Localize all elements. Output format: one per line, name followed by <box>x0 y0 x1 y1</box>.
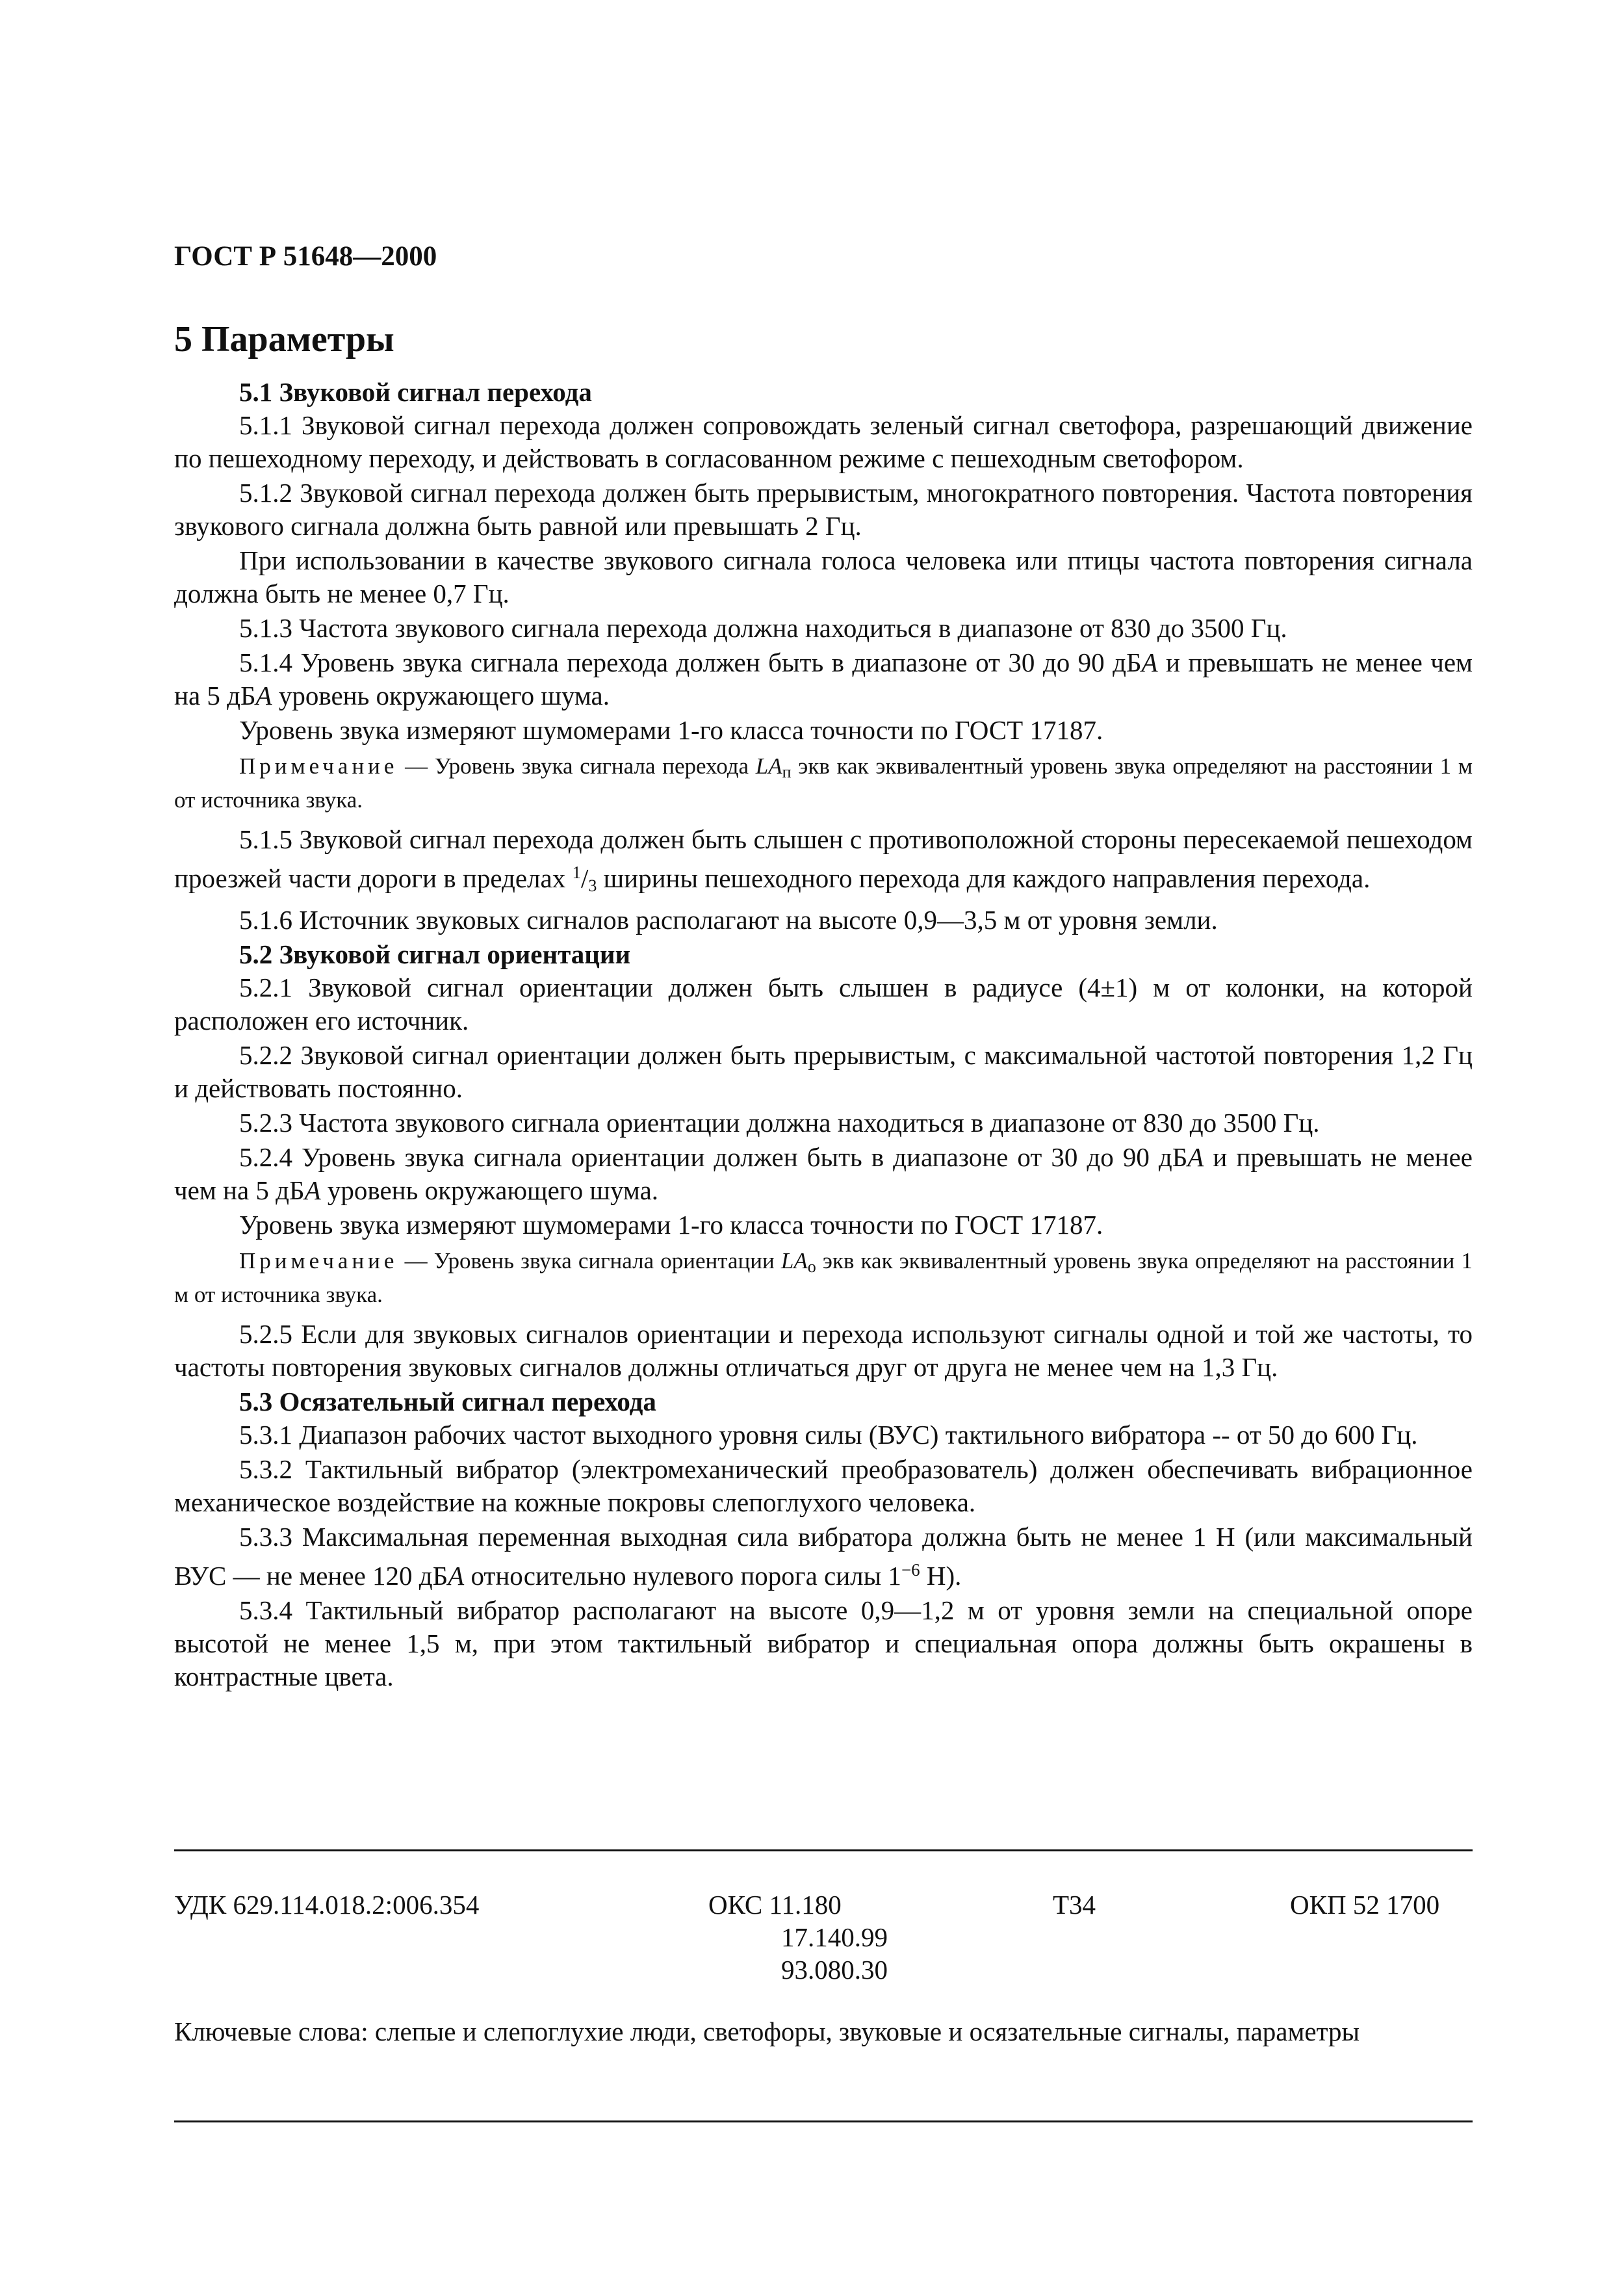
okp-code: ОКП 52 1700 <box>1290 1890 1440 1920</box>
section-title: 5 Параметры <box>174 319 394 359</box>
oks-codes <box>708 1888 888 1986</box>
paragraph-5-1-1: 5.1.1 Звуковой сигнал перехода должен сопровождать зеленый сигнал светофора, разрешающий движение по пешеходному переходу, и действовать в согласованном режиме с пешеходным светофором. <box>174 410 1473 473</box>
subsection-heading-5-2: 5.2 Звуковой сигнал ориентации <box>239 939 631 969</box>
subsection-heading-5-3: 5.3 Осязательный сигнал перехода <box>239 1387 656 1416</box>
paragraph-5-2-2: 5.2.2 Звуковой сигнал ориентации должен быть прерывистым, с максимальной частотой повторения 1,2 Гц и действовать постоянно. <box>174 1040 1473 1103</box>
paragraph-5-3-3: 5.3.3 Максимальная переменная выходная сила вибратора должна быть не менее 1 Н (или максимальный ВУС — не менее 120 дБA относительно нулевого порога силы $1^{-6}$ Н). <box>174 1522 1473 1591</box>
paragraph-5-2-1: 5.2.1 Звуковой сигнал ориентации должен быть слышен в радиусе (4±1) м от колонки, на которой расположен его источник. <box>174 972 1473 1036</box>
note-1: Примечание — Уровень звука сигнала перехода $LA_п$ экв как эквивалентный уровень звука определяют на расстоянии 1 м от источника звука. <box>174 753 1473 813</box>
paragraph-5-1-3: 5.1.3 Частота звукового сигнала перехода должна находиться в диапазоне от 830 до 3500 Гц. <box>239 613 1287 643</box>
paragraph-5-2-5: 5.2.5 Если для звуковых сигналов ориентации и перехода используют сигналы одной и той же частоты, то частоты повторения звуковых сигналов должны отличаться друг от друга не менее чем на 1,3 Гц. <box>174 1319 1473 1382</box>
t-code: Т34 <box>1053 1890 1096 1920</box>
keywords: Ключевые слова: слепые и слепоглухие люди, светофоры, звуковые и осязательные сигналы, параметры <box>174 2016 1360 2046</box>
udk-code: УДК 629.114.018.2:006.354 <box>174 1890 480 1920</box>
oks-code: 93.080.30 <box>781 1955 888 1985</box>
footer-divider-top <box>174 1849 1473 1851</box>
paragraph-5-1-2-voice: При использовании в качестве звукового сигнала голоса человека или птицы частота повторения сигнала должна быть не менее 0,7 Гц. <box>174 545 1473 608</box>
paragraph-5-3-4: 5.3.4 Тактильный вибратор располагают на высоте 0,9—1,2 м от уровня земли на специальной опоре высотой не менее 1,5 м, при этом тактильный вибратор и специальная опора должны быть окрашены в контрастные цвета. <box>174 1595 1473 1691</box>
paragraph-5-2-3: 5.2.3 Частота звукового сигнала ориентации должна находиться в диапазоне от 830 до 3500 Гц. <box>239 1108 1320 1138</box>
paragraph-5-3-1: 5.3.1 Диапазон рабочих частот выходного уровня силы (ВУС) тактильного вибратора -- от 50 до 600 Гц. <box>239 1420 1418 1450</box>
paragraph-5-1-2: 5.1.2 Звуковой сигнал перехода должен быть прерывистым, многократного повторения. Частота повторения звукового сигнала должна быть равной или превышать 2 Гц. <box>174 478 1473 541</box>
document-body <box>174 319 1473 1695</box>
oks-code: 17.140.99 <box>781 1922 888 1952</box>
footer-divider-bottom <box>174 2120 1473 2122</box>
paragraph-5-2-4-measure: Уровень звука измеряют шумомерами 1-го класса точности по ГОСТ 17187. <box>239 1210 1103 1240</box>
oks-code: ОКС 11.180 <box>708 1890 842 1920</box>
paragraph-5-1-4: 5.1.4 Уровень звука сигнала перехода должен быть в диапазоне от 30 до 90 дБA и превышать не менее чем на 5 дБA уровень окружающего шума. <box>174 647 1473 711</box>
paragraph-5-1-6: 5.1.6 Источник звуковых сигналов располагают на высоте 0,9—3,5 м от уровня земли. <box>239 905 1218 935</box>
document-code: ГОСТ Р 51648—2000 <box>174 241 437 272</box>
paragraph-5-2-4: 5.2.4 Уровень звука сигнала ориентации должен быть в диапазоне от 30 до 90 дБA и превышать не менее чем на 5 дБA уровень окружающего шума. <box>174 1142 1473 1205</box>
paragraph-5-3-2: 5.3.2 Тактильный вибратор (электромеханический преобразователь) должен обеспечивать вибрационное механическое воздействие на кожные покровы слепоглухого человека. <box>174 1454 1473 1517</box>
note-2: Примечание — Уровень звука сигнала ориентации $LA_о$ экв как эквивалентный уровень звука определяют на расстоянии 1 м от источника звука. <box>174 1248 1473 1307</box>
subsection-heading-5-1: 5.1 Звуковой сигнал перехода <box>239 377 592 407</box>
paragraph-5-1-4-measure: Уровень звука измеряют шумомерами 1-го класса точности по ГОСТ 17187. <box>239 715 1103 745</box>
paragraph-5-1-5: 5.1.5 Звуковой сигнал перехода должен быть слышен с противоположной стороны пересекаемой пешеходом проезжей части дороги в пределах $^1/_3$ ширины пешеходного перехода для каждого направления перехода. <box>174 824 1473 895</box>
